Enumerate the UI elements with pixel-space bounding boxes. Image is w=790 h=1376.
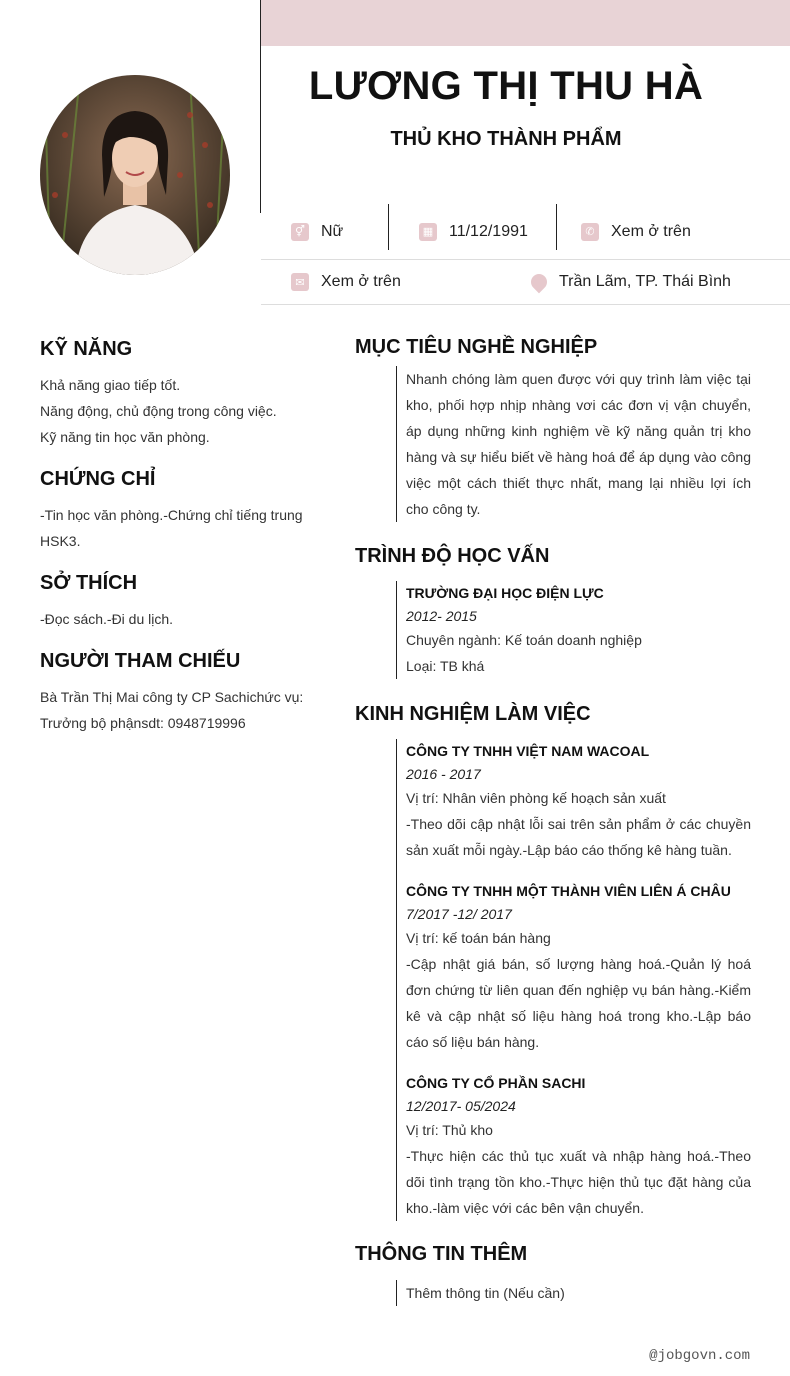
company-name: CÔNG TY TNHH MỘT THÀNH VIÊN LIÊN Á CHÂU <box>406 883 731 899</box>
email-value: Xem ở trên <box>321 273 401 290</box>
school-name: TRƯỜNG ĐẠI HỌC ĐIỆN LỰC <box>406 585 604 601</box>
education-grade: Loại: TB khá <box>406 658 485 674</box>
extra-info-heading: THÔNG TIN THÊM <box>355 1243 528 1265</box>
references-text: Bà Trần Thị Mai công ty CP Sachichức vụ: Trưởng bộ phậnsdt: 0948719996 <box>40 689 304 731</box>
contact-separator <box>556 204 557 250</box>
job-description: -Thực hiện các thủ tục xuất và nhập hàng hoá.-Theo dõi tình trạng tồn kho.-Thực hiện thủ tục đặt hàng của kho.-làm việc với các bên vận chuyển. <box>406 1148 751 1216</box>
job-position: Vị trí: Nhân viên phòng kế hoạch sản xuất <box>406 790 666 806</box>
objective-heading: MỤC TIÊU NGHỀ NGHIỆP <box>355 336 598 358</box>
candidate-name: LƯƠNG THỊ THU HÀ <box>308 64 704 108</box>
skills-heading: KỸ NĂNG <box>40 338 133 360</box>
job-period: 7/2017 -12/ 2017 <box>406 906 512 922</box>
gender-value: Nữ <box>321 222 344 240</box>
list-item: Năng động, chủ động trong công việc. <box>40 403 277 419</box>
phone-icon: ✆ <box>581 223 599 241</box>
phone-value: Xem ở trên <box>611 222 691 240</box>
watermark-text: @jobgovn.com <box>649 1348 750 1364</box>
list-item: Khả năng giao tiếp tốt. <box>40 377 181 393</box>
gender-field <box>291 204 343 259</box>
education-heading: TRÌNH ĐỘ HỌC VẤN <box>355 545 550 567</box>
address-field <box>531 260 731 304</box>
job-period: 2016 - 2017 <box>406 766 481 782</box>
email-icon: ✉ <box>291 273 309 291</box>
job-entry <box>406 879 751 1055</box>
list-item: Kỹ năng tin học văn phòng. <box>40 429 210 445</box>
objective-block <box>396 366 751 522</box>
skills-list <box>40 372 310 450</box>
company-name: CÔNG TY TNHH VIỆT NAM WACOAL <box>406 743 650 759</box>
job-entry <box>406 739 751 863</box>
gender-icon: ⚥ <box>291 223 309 241</box>
objective-text: Nhanh chóng làm quen được với quy trình làm việc tại kho, phối hợp nhịp nhàng vơi các đơn vị vận chuyển, áp dụng những kinh nghiệm về kỹ năng quản trị kho hàng và sự hiểu biết về hàng hoá để áp dụng vào công việc một cách thiết thực nhất, mang lại nhiều lợi ích cho công ty. <box>406 371 751 517</box>
header-accent-band <box>261 0 790 46</box>
certificates-heading: CHỨNG CHỈ <box>40 468 156 490</box>
avatar <box>40 75 230 275</box>
certificates-text: -Tin học văn phòng.-Chứng chỉ tiếng trung HSK3. <box>40 507 303 549</box>
birthday-field <box>419 204 528 259</box>
contact-row-1 <box>261 204 790 260</box>
job-description: -Theo dõi cập nhật lỗi sai trên sản phẩm ở các chuyền sản xuất mỗi ngày.-Lập báo cáo thống kê hàng tuần. <box>406 816 751 858</box>
avatar-photo <box>40 75 230 275</box>
experience-block <box>396 739 751 1221</box>
references-heading: NGƯỜI THAM CHIẾU <box>40 650 241 672</box>
extra-info-text: Thêm thông tin (Nếu cần) <box>406 1285 565 1301</box>
job-title: THỦ KHO THÀNH PHẨM <box>390 128 622 150</box>
experience-heading: KINH NGHIỆM LÀM VIỆC <box>355 703 591 725</box>
email-field <box>291 260 401 304</box>
education-major: Chuyên ngành: Kế toán doanh nghiệp <box>406 632 642 648</box>
extra-info-block <box>396 1280 751 1306</box>
job-period: 12/2017- 05/2024 <box>406 1098 516 1114</box>
job-description: -Cập nhật giá bán, số lượng hàng hoá.-Quản lý hoá đơn chứng từ liên quan đến nghiệp vụ bán hàng.-Kiểm kê và cập nhật số liệu hàng hoá trong kho.-Lập báo cáo số liệu bán hàng. <box>406 956 751 1050</box>
hobbies-text: -Đọc sách.-Đi du lịch. <box>40 611 174 627</box>
job-entry <box>406 1071 751 1221</box>
birthday-value: 11/12/1991 <box>449 222 528 240</box>
contact-row-2 <box>261 260 790 305</box>
job-position: Vị trí: kế toán bán hàng <box>406 930 551 946</box>
location-pin-icon <box>528 271 551 294</box>
education-period: 2012- 2015 <box>406 608 477 624</box>
company-name: CÔNG TY CỔ PHẦN SACHI <box>406 1075 586 1091</box>
calendar-icon: ▦ <box>419 223 437 241</box>
phone-field <box>581 204 691 259</box>
education-block <box>396 581 751 679</box>
job-position: Vị trí: Thủ kho <box>406 1122 493 1138</box>
contact-separator <box>388 204 389 250</box>
hobbies-heading: SỞ THÍCH <box>40 572 138 594</box>
address-value: Trần Lãm, TP. Thái Bình <box>559 273 731 290</box>
